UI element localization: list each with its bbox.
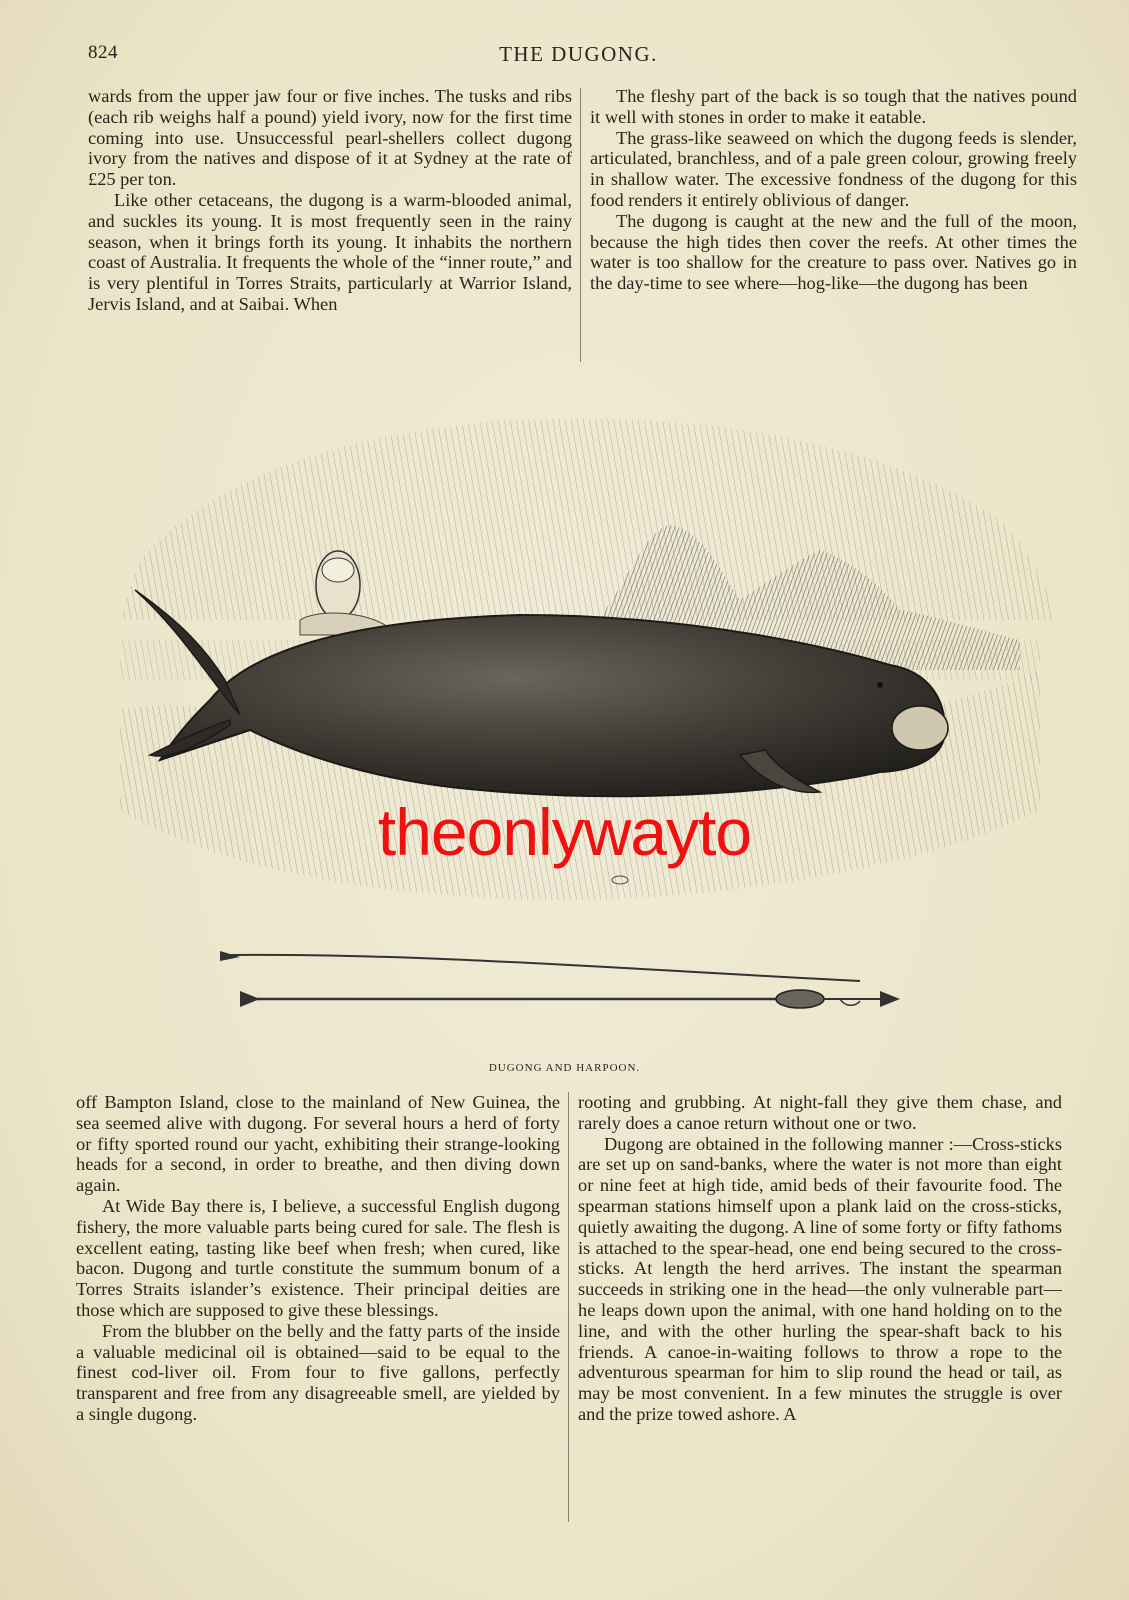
paragraph: The dugong is caught at the new and the full of the moon, because the high tides then cover the reefs. At other times the water is too shallow for the creature to pass over. Natives go in the day-time to see where—hog-like—the dugong has been (590, 210, 1077, 294)
text-column-bottom-right (578, 1092, 1062, 1522)
paragraph: off Bampton Island, close to the mainland of New Guinea, the sea seemed alive with dugong. For several hours a herd of forty or fifty sported round our yacht, exhibiting their strange-looking heads for a second, in order to breathe, and then diving down again. (76, 1092, 560, 1196)
watermark-text: theonlywayto (377, 795, 752, 869)
page-number: 824 (88, 42, 118, 63)
paragraph: wards from the upper jaw four or five inches. The tusks and ribs (each rib weighs half a pound) yield ivory, now for the first time coming into use. Unsuccessful pearl-shellers collect dugong ivory from the natives and dispose of it at Sydney at the rate of £25 per ton. (88, 86, 572, 190)
paragraph: From the blubber on the belly and the fatty parts of the inside a valuable medicinal oil is obtained—said to be equal to the finest cod-liver oil. From four to five gallons, perfectly transparent and free from any disagreeable smell, are yielded by a single dugong. (76, 1320, 560, 1424)
column-rule (568, 1092, 569, 1522)
paragraph: The fleshy part of the back is so tough that the natives pound it well with stones in order to make it eatable. (590, 86, 1077, 127)
text-column-bottom-left (76, 1092, 560, 1522)
paragraph: Dugong are obtained in the following manner :—Cross-sticks are set up on sand-banks, where the water is not more than eight or nine feet at high tide, amid beds of their favourite food. The spearman stations himself upon a plank laid on the cross-sticks, quietly awaiting the dugong. A line of some forty or fifty fathoms is attached to the spear-head, one end being secured to the cross-sticks. At length the herd arrives. The instant the spearman succeeds in striking one in the head—the only vulnerable part—he leaps down upon the animal, with one hand holding on to the line, and with the other hurling the spear-shaft back to his friends. A canoe-in-waiting follows to throw a rope to the adventurous spearman for him to slip round the head or tail, as may be most convenient. In a few minutes the struggle is over and the prize towed ashore. A (578, 1133, 1062, 1424)
harpoon-drawing (220, 945, 920, 1045)
harpoon-line-icon (220, 951, 860, 981)
column-rule (580, 88, 581, 362)
figure-caption: DUGONG AND HARPOON. (488, 1062, 641, 1074)
harpoon-spear-icon (240, 990, 900, 1008)
running-title: THE DUGONG. (499, 42, 658, 66)
page-header (88, 42, 1069, 72)
text-column-top-left (88, 86, 572, 356)
paragraph: At Wide Bay there is, I believe, a successful English dugong fishery, the more valuable parts being cured for sale. The flesh is excellent eating, tasting like beef when fresh; when cured, like bacon. Dugong and turtle constitute the summum bonum of a Torres Straits islander’s existence. Their principal deities are those which are supposed to give these blessings. (76, 1195, 560, 1320)
paragraph: The grass-like seaweed on which the dugong feeds is slender, articulated, branchless, and of a pale green colour, growing freely in shallow water. The excessive fondness of the dugong for this food renders it entirely oblivious of danger. (590, 127, 1077, 210)
paragraph: Like other cetaceans, the dugong is a warm-blooded animal, and suckles its young. It is most frequently seen in the rainy season, when it brings forth its young. It inhabits the northern coast of Australia. It frequents the whole of the “inner route,” and is very plentiful in Torres Straits, particularly at Warrior Island, Jervis Island, and at Saibai. When (88, 189, 572, 314)
text-column-top-right (590, 86, 1077, 372)
paragraph: rooting and grubbing. At night-fall they give them chase, and rarely does a canoe return without one or two. (578, 1092, 1062, 1133)
